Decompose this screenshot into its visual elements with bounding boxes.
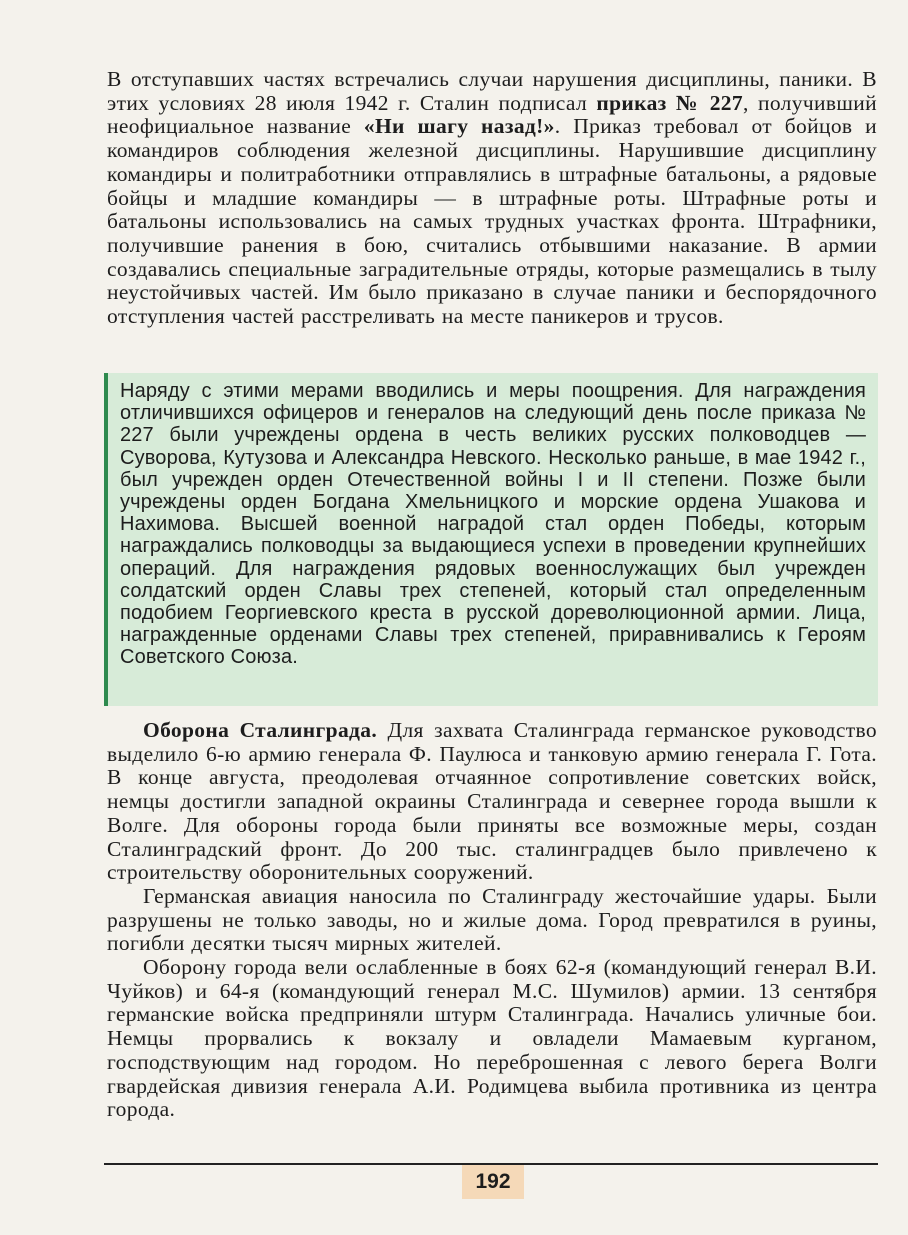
bold-order-number: приказ № 227 [596,90,743,115]
awards-box-text: Наряду с этими мерами вводились и меры поощрения. Для награждения отличившихся офицеров и генералов на следующий день после приказа № 227 были учреждены ордена в честь великих русских полководцев — Суворова, Кутузова и Александра Невского. Несколько раньше, в мае 1942 г., был учрежден орден Отечественной войны I и II степени. Позже были учреждены орден Богдана Хмельницкого и морские ордена Ушакова и Нахимова. Высшей военной наградой стал орден Победы, которым награждались полководцы за выдающиеся успехи в проведении крупнейших операций. Для награждения рядовых военнослужащих был учрежден солдатский орден Славы трех степеней, который стал определенным подобием Георгиевского креста в русской дореволюционной армии. Лица, награжденные орденами Славы трех степеней, приравнивались к Героям Советского Союза. [120,380,866,669]
page-number: 192 [462,1165,524,1199]
paragraph-order-227 [107,68,877,329]
stalingrad-defense-section [107,719,877,1122]
section-paragraph-3: Оборону города вели ослабленные в боях 62-я (командующий генерал В.И. Чуйков) и 64-я (командующий генерал М.С. Шумилов) армии. 13 сентября германские войска предприняли штурм Сталинграда. Начались уличные бои. Немцы прорвались к вокзалу и овладели Мамаевым курганом, господствующим над городом. Но переброшенная с левого берега Волги гвардейская дивизия генерала А.И. Родимцева выбила противника из центра города. [107,955,877,1122]
awards-info-box [104,373,878,706]
bold-order-nickname: «Ни шагу назад!» [363,114,555,139]
section-paragraph-2: Германская авиация наносила по Сталинграду жесточайшие удары. Были разрушены не только заводы, но и жилые дома. Город превратился в руины, погибли десятки тысяч мирных жителей. [107,883,877,956]
section-heading: Оборона Сталинграда. [143,718,378,742]
paragraph-text: В отступавших частях встречались случаи нарушения дисциплины, паники. В этих условиях 28 июля 1942 г. Сталин подписал приказ № 227, получивший неофициальное название «Ни шагу назад!». Приказ требовал от бойцов и командиров соблюдения железной дисциплины. Нарушившие дисциплину командиры и политработники отправлялись в штрафные батальоны, а рядовые бойцы и младшие командиры — в штрафные роты. Штрафные роты и батальоны использовались на самых трудных участках фронта. Штрафники, получившие ранения в бою, считались отбывшими наказание. В армии создавались специальные заградительные отряды, которые размещались в тылу неустойчивых частей. Им было приказано в случае паники и беспорядочного отступления частей расстреливать на месте паникеров и трусов. [107,67,877,329]
section-paragraph-1: Оборона Сталинграда. Для захвата Сталинграда германское руководство выделило 6-ю армию генерала Ф. Паулюса и танковую армию генерала Г. Гота. В конце августа, преодолевая отчаянное сопротивление советских войск, немцы достигли западной окраины Сталинграда и севернее города вышли к Волге. Для обороны города были приняты все возможные меры, создан Сталинградский фронт. До 200 тыс. сталинградцев было привлечено к строительству оборонительных сооружений. [107,718,877,885]
